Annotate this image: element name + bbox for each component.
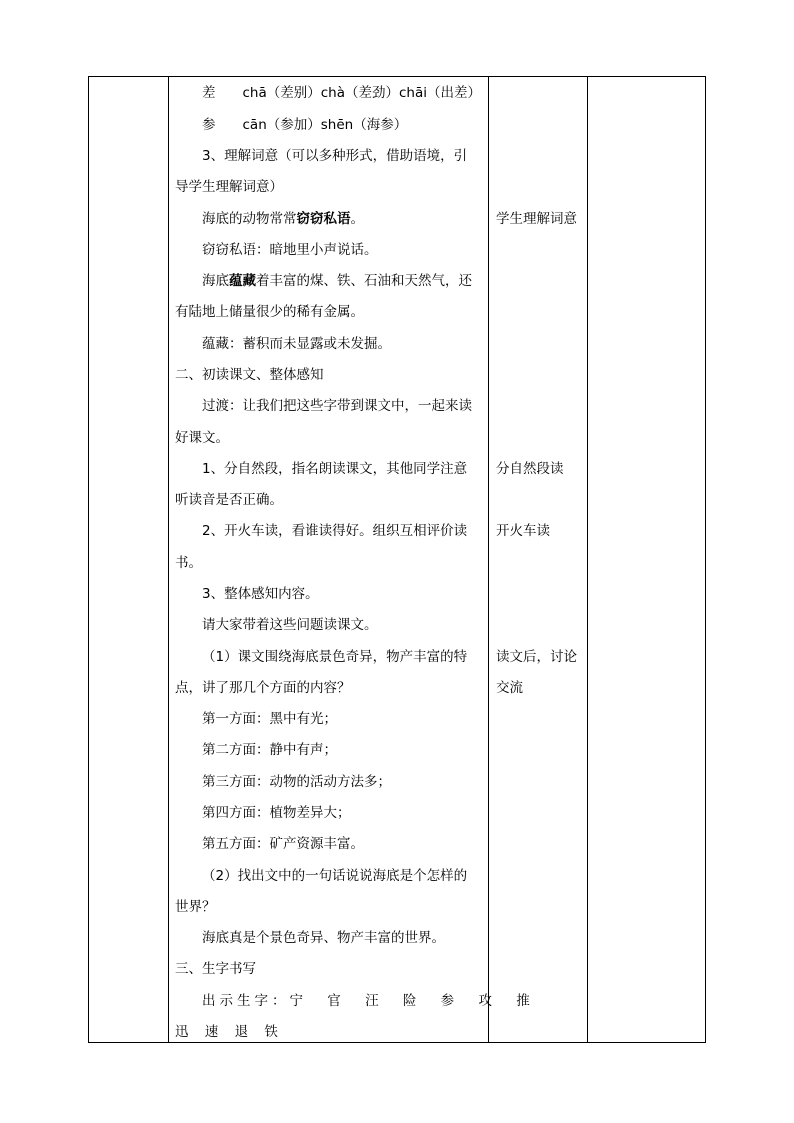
new-characters-line-2: 迅 速 退 铁 — [175, 1024, 278, 1040]
pinyin-line-cha: 差 chā（差别）chà（差劲）chāi（出差） — [202, 85, 482, 101]
activity-understand: 学生理解词意 — [496, 211, 577, 227]
text-line: 2、开火车读，看谁读得好。组织互相评价读 — [202, 523, 468, 539]
text-line: 导学生理解词意） — [175, 179, 283, 195]
lesson-table — [88, 76, 706, 1043]
activity-discuss-cont: 交流 — [496, 680, 523, 696]
new-characters-line-1: 出示生字：宁 官 汪 险 参 攻 推 — [202, 993, 534, 1009]
keyword-yuncang: 蕴藏 — [229, 273, 256, 289]
text-line: 书。 — [175, 555, 202, 571]
text-line: 过渡：让我们把这些字带到课文中，一起来读 — [202, 398, 472, 414]
keyword-qieqiesiyu: 窃窃私语 — [296, 211, 351, 227]
column-divider — [488, 77, 489, 1042]
answer-line: 海底真是个景色奇异、物产丰富的世界。 — [202, 930, 445, 946]
text-line: 世界？ — [175, 899, 216, 915]
text-line: 3、理解词意（可以多种形式，借助语境，引 — [202, 148, 468, 164]
column-divider — [587, 77, 588, 1042]
section-heading-3: 三、生字书写 — [175, 961, 256, 977]
aspect-2: 第二方面：静中有声； — [202, 742, 337, 758]
aspect-1: 第一方面：黑中有光； — [202, 711, 337, 727]
text-line: 3、整体感知内容。 — [202, 586, 319, 602]
text-line: 好课文。 — [175, 430, 229, 446]
example-sentence-1: 海底的动物常常窃窃私语。 — [202, 211, 364, 227]
definition-line: 蕴藏：蓄积而未显露或未发掘。 — [202, 336, 391, 352]
aspect-3: 第三方面：动物的活动方法多； — [202, 774, 391, 790]
text-line: 请大家带着这些问题读课文。 — [202, 617, 378, 633]
section-heading-2: 二、初读课文、整体感知 — [175, 367, 324, 383]
aspect-5: 第五方面：矿产资源丰富。 — [202, 836, 364, 852]
aspect-4: 第四方面：植物差异大； — [202, 805, 351, 821]
activity-discuss: 读文后，讨论 — [496, 649, 577, 665]
activity-train-reading: 开火车读 — [496, 523, 550, 539]
column-divider — [168, 77, 169, 1042]
text-line: 听读音是否正确。 — [175, 492, 283, 508]
text-line: 点，讲了那几个方面的内容？ — [175, 680, 351, 696]
definition-line: 窃窃私语：暗地里小声说话。 — [202, 242, 378, 258]
text-line: 1、分自然段，指名朗读课文，其他同学注意 — [202, 461, 468, 477]
text-line: 有陆地上储量很少的稀有金属。 — [175, 304, 364, 320]
question-2: （2）找出文中的一句话说说海底是个怎样的 — [202, 868, 468, 884]
activity-read-paragraphs: 分自然段读 — [496, 461, 564, 477]
pinyin-line-can: 参 cān（参加）shēn（海参） — [202, 117, 408, 133]
example-sentence-2: 海底蕴藏着丰富的煤、铁、石油和天然气，还 — [202, 273, 472, 289]
question-1: （1）课文围绕海底景色奇异，物产丰富的特 — [202, 649, 468, 665]
